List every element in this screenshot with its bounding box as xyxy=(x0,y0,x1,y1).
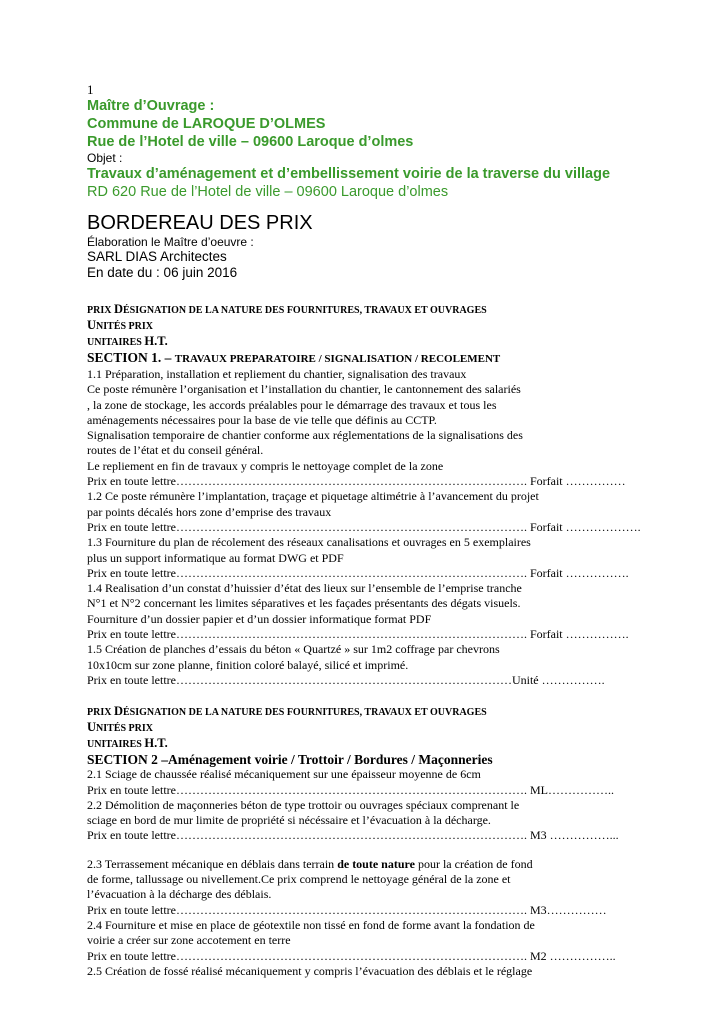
s2-line: 2.5 Création de fossé réalisé mécaniquement y compris l’évacuation des déblais et le réglage xyxy=(87,963,533,978)
s1-line: plus un support informatique au format DWG et PDF xyxy=(87,550,344,565)
s1-line: Fourniture d’un dossier papier et d’un dossier informatique format PDF xyxy=(87,611,432,626)
s1-line: aménagements nécessaires pour la base de vie telle que définis au CCTP. xyxy=(87,412,437,427)
date-line: En date du : 06 juin 2016 xyxy=(87,265,238,280)
s1-line: 1.2 Ce poste rémunère l’implantation, traçage et piquetage altimétrie à l’avancement du projet xyxy=(87,489,539,504)
price-line: Prix en toute lettre……………………………………………………………………………. ML…………….. xyxy=(87,782,614,797)
s2-line: l’évacuation à la décharge des déblais. xyxy=(87,887,272,902)
s1-line: 1.4 Realisation d’un constat d’huissier d’état des lieux sur l’ensemble de l’emprise tranche xyxy=(87,581,522,596)
s1-line: 10x10cm sur zone planne, finition coloré balayé, silicé et imprimé. xyxy=(87,657,409,672)
maitre-ouvrage-address: Rue de l’Hotel de ville – 09600 Laroque d’olmes xyxy=(87,134,414,150)
price-line: Prix en toute lettre……………………………………………………………………………. Forfait ……………. xyxy=(87,565,629,580)
section-2-title: SECTION 2 –Aménagement voirie / Trottoir / Bordures / Maçonneries xyxy=(87,752,493,768)
s2-line: 2.2 Démolition de maçonneries béton de type trottoir ou ouvrages spéciaux comprenant le xyxy=(87,797,520,812)
s2-line: voirie a créer sur zone accotement en terre xyxy=(87,933,291,948)
s1-line: par points décalés hors zone d’emprise des travaux xyxy=(87,504,332,519)
price-line: Prix en toute lettre……………………………………………………………………………. M3 ……………... xyxy=(87,828,619,843)
price-line: Prix en toute lettre……………………………………………………………………………. Forfait …………… xyxy=(87,474,626,489)
s2-line: sciage en bord de mur limite de propriété si nécéssaire et l’évacuation à la décharge. xyxy=(87,813,491,828)
price-line: Prix en toute lettre……………………………………………………………………………. Forfait ………………. xyxy=(87,519,641,534)
price-line: Prix en toute lettre……………………………………………………………………………. M2 …………….. xyxy=(87,948,616,963)
maitre-ouvrage-label: Maître d’Ouvrage : xyxy=(87,98,215,114)
s1-line: Le repliement en fin de travaux y compris le nettoyage complet de la zone xyxy=(87,458,444,473)
s2-line-2-3: 2.3 Terrassement mécanique en déblais dans terrain de toute nature pour la création de fond xyxy=(87,856,533,871)
table-header-1: PRIX DÉSIGNATION DE LA NATURE DES FOURNITURES, TRAVAUX ET OUVRAGES UNITÉS PRIX UNITAIRES H.T. xyxy=(87,302,487,348)
s1-line: 1.3 Fourniture du plan de récolement des réseaux canalisations et ouvrages en 5 exemplaires xyxy=(87,535,531,550)
s2-line: 2.1 Sciage de chaussée réalisé mécaniquement sur une épaisseur moyenne de 6cm xyxy=(87,767,481,782)
price-line: Prix en toute lettre……………………………………………………………………………. Forfait ……………. xyxy=(87,627,629,642)
document-title: BORDEREAU DES PRIX xyxy=(87,212,313,234)
s1-line: , la zone de stockage, les accords préalables pour le démarrage des travaux et tous les xyxy=(87,397,497,412)
s2-line: 2.4 Fourniture et mise en place de géotextile non tissé en fond de forme avant la fondation de xyxy=(87,917,535,932)
s1-line: 1.5 Création de planches d’essais du béton « Quartzé » sur 1m2 coffrage par chevrons xyxy=(87,642,500,657)
objet-label: Objet : xyxy=(87,151,123,165)
architect-name: SARL DIAS Architectes xyxy=(87,249,227,264)
price-line: Prix en toute lettre…………………………………………………………………………Unité ……………. xyxy=(87,672,605,687)
section-1-title: SECTION 1. – TRAVAUX PREPARATOIRE / SIGNALISATION / RECOLEMENT xyxy=(87,350,501,365)
price-line: Prix en toute lettre……………………………………………………………………………. M3…………… xyxy=(87,902,607,917)
maitre-ouvrage-commune: Commune de LAROQUE D’OLMES xyxy=(87,116,326,132)
s1-line: N°1 et N°2 concernant les limites séparatives et les façades présentants des dégats visuels. xyxy=(87,596,521,611)
document-page xyxy=(87,82,647,979)
s1-line: Signalisation temporaire de chantier conforme aux réglementations de la signalisations des xyxy=(87,428,523,443)
s1-line: routes de l’état et du conseil général. xyxy=(87,443,264,458)
s2-line: de forme, tallussage ou nivellement.Ce prix comprend le nettoyage général de la zone et xyxy=(87,872,511,887)
table-header-2: PRIX DÉSIGNATION DE LA NATURE DES FOURNITURES, TRAVAUX ET OUVRAGES UNITÉS PRIX UNITAIRES H.T. xyxy=(87,704,487,751)
objet-title: Travaux d’aménagement et d’embellissement voirie de la traverse du village xyxy=(87,166,611,182)
elaboration-label: Élaboration le Maître d’oeuvre : xyxy=(87,235,254,249)
s1-line: Ce poste rémunère l’organisation et l’installation du chantier, le cantonnement des salariés xyxy=(87,382,521,397)
objet-address: RD 620 Rue de l’Hotel de ville – 09600 Laroque d’olmes xyxy=(87,184,449,200)
s1-line: 1.1 Préparation, installation et repliement du chantier, signalisation des travaux xyxy=(87,367,467,381)
page-number: 1 xyxy=(87,82,94,97)
